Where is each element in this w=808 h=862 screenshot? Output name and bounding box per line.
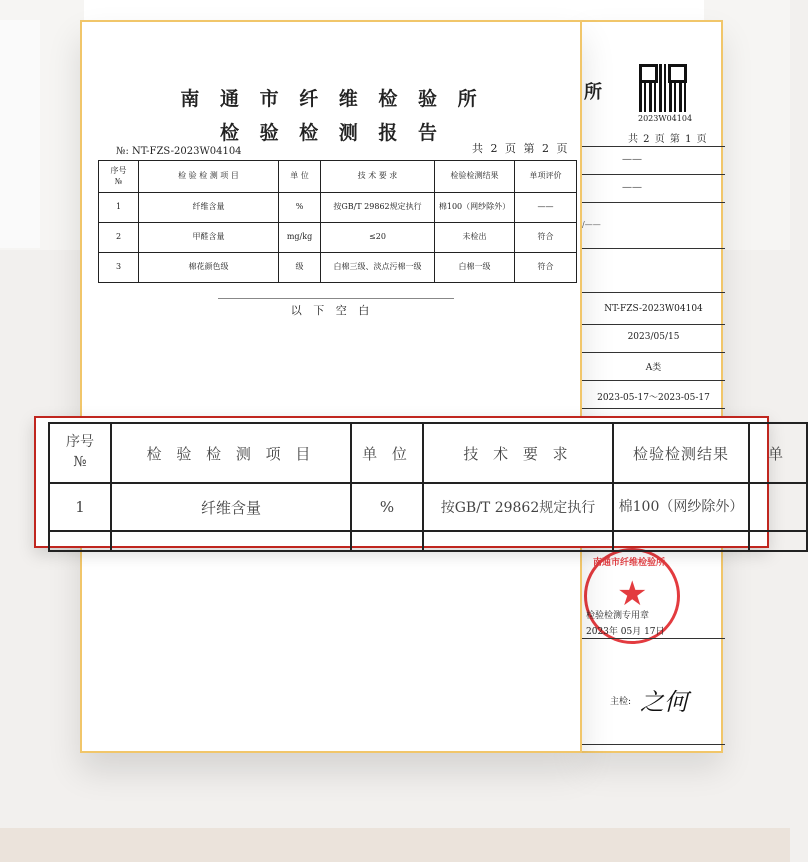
test-period: 2023-05-17～2023-05-17	[597, 393, 710, 403]
cell-empty	[111, 531, 351, 551]
cell-item: 纤维含量	[139, 193, 279, 223]
table-header-row	[49, 423, 807, 483]
divider	[582, 324, 725, 325]
field-value: ——	[622, 154, 642, 165]
page-info: 共 2 页 第 2 页	[472, 142, 570, 155]
table-row	[99, 193, 577, 223]
cell-result: 棉100（网纱除外）	[613, 483, 749, 531]
cell-unit: %	[279, 193, 321, 223]
cell-item: 棉花颜色级	[139, 253, 279, 283]
field-value: /——	[582, 220, 601, 229]
page-info: 共 2 页 第 1 页	[628, 134, 708, 145]
header-requirement: 技 术 要 求	[321, 161, 435, 193]
divider	[218, 298, 454, 299]
cell-empty	[49, 531, 111, 551]
cell-item: 甲醛含量	[139, 223, 279, 253]
header-result: 检验检测结果	[613, 423, 749, 483]
divider	[582, 146, 725, 147]
qr-code-icon	[639, 64, 687, 112]
header-result: 检验检测结果	[435, 161, 515, 193]
cell-empty	[613, 531, 749, 551]
header-unit: 单 位	[351, 423, 423, 483]
cell-requirement: 按GB/T 29862规定执行	[321, 193, 435, 223]
cell-no: 1	[49, 483, 111, 531]
divider	[582, 248, 725, 249]
cell-evaluation: 符合	[515, 223, 577, 253]
cell-evaluation: 符合	[515, 253, 577, 283]
blank-note: 以 下 空 白	[290, 304, 374, 317]
cell-result: 未检出	[435, 223, 515, 253]
report-date: 2023/05/15	[627, 332, 680, 342]
zoomed-table	[48, 422, 808, 552]
header-evaluation: 单	[749, 423, 807, 483]
cell-unit: mg/kg	[279, 223, 321, 253]
report-page-2	[80, 20, 582, 753]
table-row	[99, 253, 577, 283]
report-number: NT-FZS-2023W04104	[604, 304, 703, 314]
cell-evaluation	[749, 483, 807, 531]
header-requirement: 技 术 要 求	[423, 423, 613, 483]
table-header-row	[99, 161, 577, 193]
divider	[582, 174, 725, 175]
zoom-callout	[34, 416, 788, 548]
table-row	[99, 223, 577, 253]
qr-label: 2023W04104	[638, 114, 693, 123]
cell-requirement: 白棉三级、淡点污棉一级	[321, 253, 435, 283]
cell-no: 3	[99, 253, 139, 283]
category: A类	[645, 363, 662, 373]
divider	[582, 744, 725, 745]
cell-unit: 级	[279, 253, 321, 283]
cell-requirement: 按GB/T 29862规定执行	[423, 483, 613, 531]
header-evaluation: 单项评价	[515, 161, 577, 193]
header-no: 序号 №	[49, 423, 111, 483]
seal-text: 南通市纤维检验所	[593, 558, 666, 568]
footer-band	[0, 828, 790, 862]
inspector-label: 主检:	[610, 697, 632, 707]
signature: 之何	[640, 688, 688, 716]
cell-result: 白棉一级	[435, 253, 515, 283]
org-title-fragment: 所	[584, 82, 602, 103]
inspection-stamp: 检验检测专用章	[586, 611, 650, 621]
report-title: 检 验 检 测 报 告	[219, 122, 445, 144]
divider	[582, 202, 725, 203]
divider	[582, 292, 725, 293]
divider	[582, 352, 725, 353]
divider	[582, 380, 725, 381]
header-unit: 单 位	[279, 161, 321, 193]
header-no: 序号 №	[99, 161, 139, 193]
cell-empty	[749, 531, 807, 551]
cell-item: 纤维含量	[111, 483, 351, 531]
table-row	[49, 531, 807, 551]
field-value: ——	[622, 182, 642, 193]
report-number: №: NT-FZS-2023W04104	[116, 146, 242, 157]
organization-name: 南 通 市 纤 维 检 验 所	[180, 88, 484, 110]
cell-no: 2	[99, 223, 139, 253]
cell-unit: %	[351, 483, 423, 531]
divider	[582, 408, 725, 409]
results-table	[98, 160, 577, 283]
cell-requirement: ≤20	[321, 223, 435, 253]
table-row	[49, 483, 807, 531]
star-icon: ★	[617, 574, 648, 614]
cell-result: 棉100（网纱除外）	[435, 193, 515, 223]
cell-empty	[423, 531, 613, 551]
divider	[582, 638, 725, 639]
header-item: 检 验 检 测 项 目	[139, 161, 279, 193]
issue-date: 2023年 05月 17日	[586, 627, 665, 637]
background-strip	[84, 0, 704, 20]
cell-no: 1	[99, 193, 139, 223]
header-item: 检 验 检 测 项 目	[111, 423, 351, 483]
report-page-1	[580, 20, 723, 753]
cell-evaluation: ——	[515, 193, 577, 223]
background-card	[0, 20, 40, 248]
cell-empty	[351, 531, 423, 551]
